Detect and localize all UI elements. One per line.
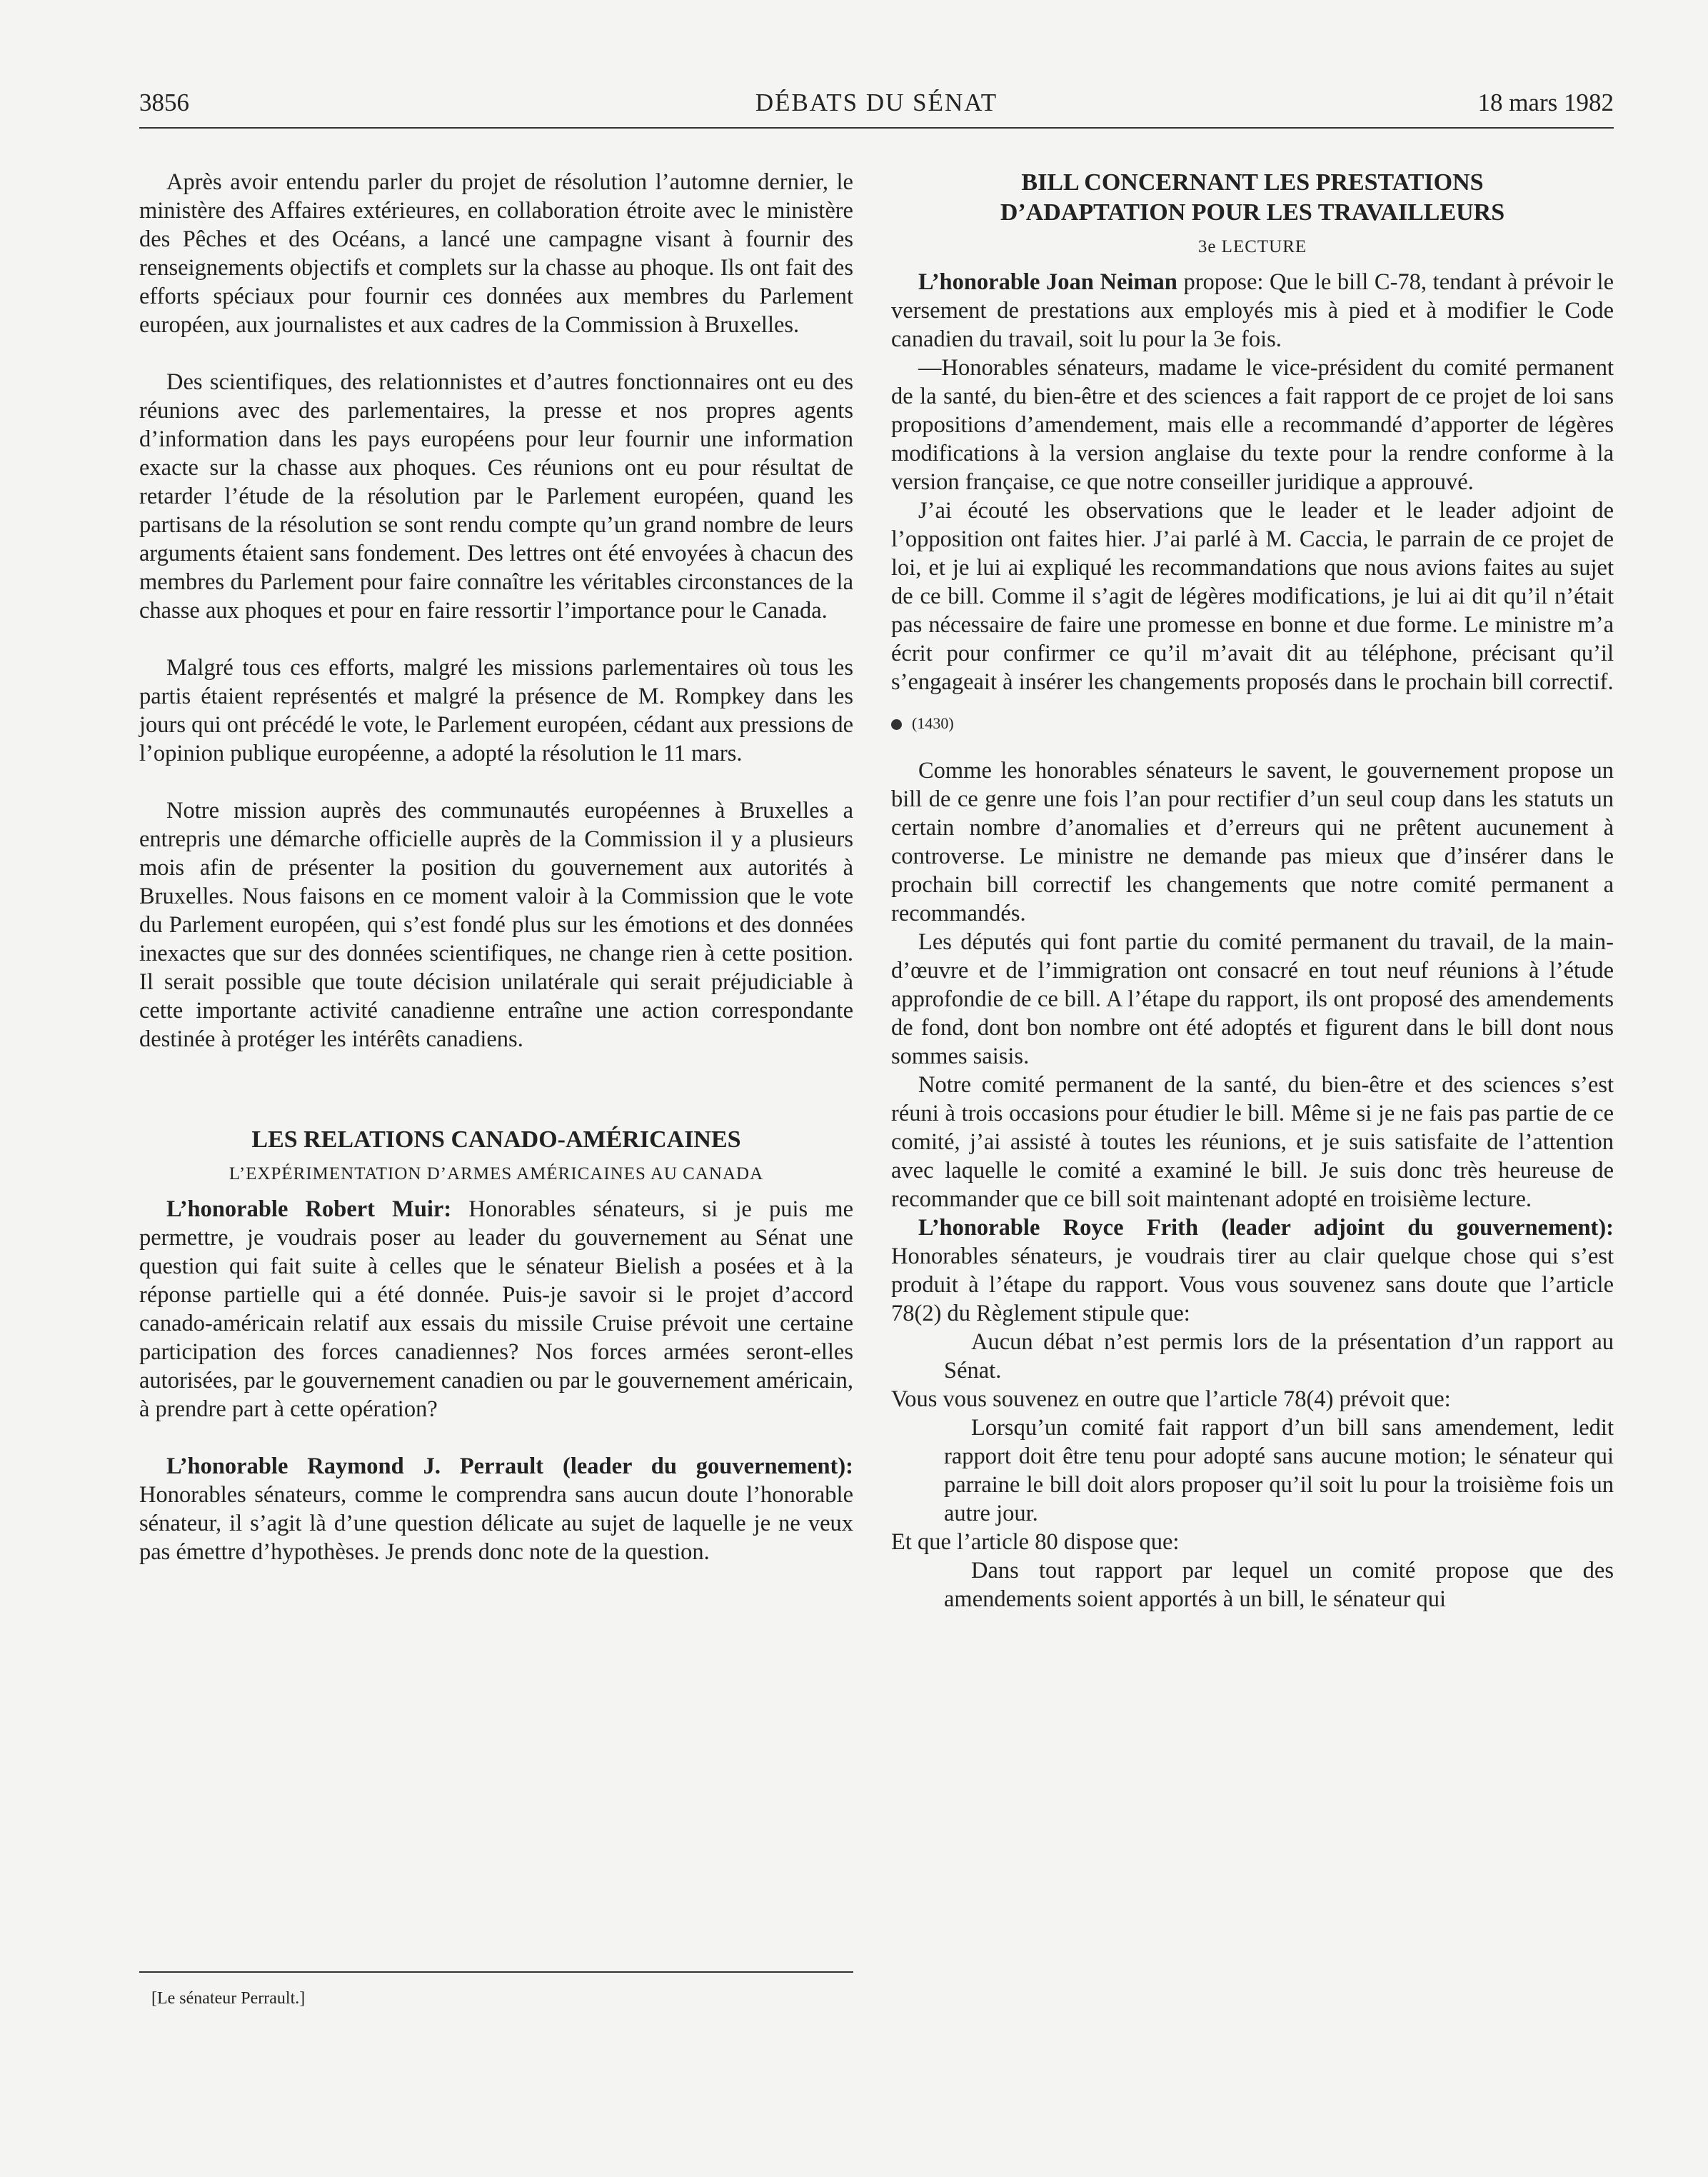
paragraph: Les députés qui font partie du comité permanent du travail, de la main-d’œuvre et de l’immigration ont consacré en tout neuf réunions à l’étude approfondie de ce bill. A l’étape du rapport, ils ont proposé des amendements de fond, dont bon nombre ont été adoptés et figurent dans le bill dont nous sommes saisis. — [891, 929, 1614, 1069]
paragraph: J’ai écouté les observations que le leader et le leader adjoint de l’opposition ont faites hier. J’ai parlé à M. Caccia, le parrain de ce projet de loi, et je lui ai expliqué les recommandations que nous avions faites au sujet de ce bill. Comme il s’agit de légères modifications, je lui ai dit qu’il n’était pas nécessaire de faire une promesse en bonne et due forme. Le ministre m’a écrit pour confirmer ce qu’il m’avait dit au téléphone, précisant qu’il s’engageait à insérer les changements proposés dans le prochain bill correctif. — [891, 498, 1614, 695]
quotation: Dans tout rapport par lequel un comité propose que des amendements soient apportés à un bill, le sénateur qui — [944, 1558, 1614, 1612]
section-subtitle: L’EXPÉRIMENTATION D’ARMES AMÉRICAINES AU CANADA — [228, 1164, 764, 1183]
bullet-icon — [891, 719, 902, 730]
paragraph: Vous vous souvenez en outre que l’article 78(4) prévoit que: — [891, 1386, 1451, 1412]
paragraph: Comme les honorables sénateurs le savent, le gouvernement propose un bill de ce genre une fois l’an pour rectifier d’un seul coup dans les statuts un certain nombre d’anomalies et d’erreurs qui ne prêtent aucunement à controverse. Le ministre ne demande pas mieux que d’insérer dans le prochain bill correctif les changements que notre comité permanent a recommandés. — [891, 758, 1614, 926]
bill-title-line2: D’ADAPTATION POUR LES TRAVAILLEURS — [1000, 199, 1505, 226]
page-header — [139, 84, 1614, 129]
time-marker — [891, 709, 1614, 738]
speaker-name: L’honorable Joan Neiman — [918, 269, 1177, 295]
paragraph: Des scientifiques, des relationnistes et d’autres fonctionnaires ont eu des réunions avec des parlementaires, la presse et nos propres agents d’information dans les pays européens pour leur fournir une information exacte sur la chasse aux phoques. Ces réunions ont eu pour résultat de retarder l’étude de la résolution par le Parlement européen, quand les partisans de la résolution se sont rendu compte qu’un grand nombre de leurs arguments étaient sans fondement. Des lettres ont été envoyées à chacun des membres du Parlement pour faire connaître les véritables circonstances de la chasse aux phoques et pour en faire ressortir l’importance pour le Canada. — [139, 369, 853, 624]
speech-paragraph — [139, 1452, 853, 1566]
speech-text: Honorables sénateurs, comme le comprendra sans aucun doute l’honorable sénateur, il s’agit là d’une question délicate au sujet de laquelle je ne veux pas émettre d’hypothèses. Je prends donc note de la question. — [139, 1482, 853, 1565]
page-date: 18 mars 1982 — [1477, 89, 1614, 116]
speech-text: propose: Que le bill C-78, tendant à prévoir le versement de prestations aux employés mis à pied et à modifier le Code canadien du travail, soit lu pour la 3e fois. — [891, 269, 1614, 352]
publication-title: DÉBATS DU SÉNAT — [755, 89, 998, 116]
page-number: 3856 — [139, 89, 189, 116]
speech-paragraph — [139, 1195, 853, 1423]
footnote: [Le sénateur Perrault.] — [151, 1989, 306, 2008]
bill-title-line1: BILL CONCERNANT LES PRESTATIONS — [1021, 169, 1484, 196]
speech-paragraph — [891, 268, 1614, 354]
speaker-name: L’honorable Robert Muir: — [166, 1196, 452, 1222]
paragraph: Notre mission auprès des communautés européennes à Bruxelles a entrepris une démarche officielle auprès de la Commission il y a plusieurs mois afin de présenter la position du gouvernement aux autorités à Bruxelles. Nous faisons en ce moment valoir à la Commission que le vote du Parlement européen, qui s’est fondé plus sur les émotions et des données inexactes que sur des données scientifiques, ne change rien à cette position. Il serait possible que toute décision unilatérale qui serait préjudiciable à cette importante activité canadienne entraîne une action correspondante destinée à protéger les intérêts canadiens. — [139, 798, 853, 1052]
speech-paragraph — [891, 1213, 1614, 1328]
paragraph: Malgré tous ces efforts, malgré les missions parlementaires où tous les partis étaient représentés et malgré la présence de M. Rompkey dans les jours qui ont précédé le vote, le Parlement européen, cédant aux pressions de l’opinion publique européenne, a adopté la résolution le 11 mars. — [139, 655, 853, 766]
speech-text: Honorables sénateurs, je voudrais tirer au clair quelque chose qui s’est produit à l’étape du rapport. Vous vous souvenez sans doute que l’article 78(2) du Règlement stipule que: — [891, 1243, 1614, 1326]
quotation: Lorsqu’un comité fait rapport d’un bill sans amendement, ledit rapport doit être tenu pour adopté sans aucune motion; le sénateur qui parraine le bill doit alors proposer qu’il soit lu pour la troisième fois un autre jour. — [944, 1415, 1614, 1526]
reading-label: 3e LECTURE — [1197, 237, 1307, 256]
quotation: Aucun débat n’est permis lors de la présentation d’un rapport au Sénat. — [944, 1329, 1614, 1383]
paragraph: —Honorables sénateurs, madame le vice-président du comité permanent de la santé, du bien-être et des sciences a fait rapport de ce projet de loi sans propositions d’amendement, mais elle a recommandé d’apporter de légères modifications à la version anglaise du texte pour la rendre conforme à la version française, ce que notre conseiller juridique a approuvé. — [891, 355, 1614, 495]
left-column — [139, 168, 853, 1566]
paragraph: Et que l’article 80 dispose que: — [891, 1529, 1180, 1555]
footnote-rule — [139, 1971, 853, 1973]
speech-text: Honorables sénateurs, si je puis me permettre, je voudrais poser au leader du gouvernement au Sénat une question qui fait suite à celles que le sénateur Bielish a posées et à la réponse partielle qui a été donnée. Puis-je savoir si le projet d’accord canado-américain relatif aux essais du missile Cruise prévoit une certaine participation des forces canadiennes? Nos forces armées seront-elles autorisées, par le gouvernement canadien ou par le gouvernement américain, à prendre part à cette opération? — [139, 1196, 853, 1422]
paragraph: Notre comité permanent de la santé, du bien-être et des sciences s’est réuni à trois occasions pour étudier le bill. Même si je ne fais pas partie de ce comité, j’ai assisté à toutes les réunions, et je suis satisfaite de l’attention avec laquelle le comité a examiné le bill. Je suis donc très heureuse de recommander que ce bill soit maintenant adopté en troisième lecture. — [891, 1072, 1614, 1212]
right-column — [891, 168, 1614, 1613]
paragraph: Après avoir entendu parler du projet de résolution l’automne dernier, le ministère des Affaires extérieures, en collaboration étroite avec le ministère des Pêches et des Océans, a lancé une campagne visant à fournir des renseignements objectifs et complets sur la chasse au phoque. Ils ont fait des efforts spéciaux pour fournir ces données aux membres du Parlement européen, aux journalistes et aux cadres de la Commission à Bruxelles. — [139, 169, 853, 338]
section-title: LES RELATIONS CANADO-AMÉRICAINES — [251, 1126, 741, 1153]
speaker-name: L’honorable Raymond J. Perrault (leader du gouvernement): — [166, 1453, 853, 1479]
time-marker-text: (1430) — [912, 714, 954, 732]
speaker-name: L’honorable Royce Frith (leader adjoint du gouvernement): — [918, 1215, 1614, 1241]
